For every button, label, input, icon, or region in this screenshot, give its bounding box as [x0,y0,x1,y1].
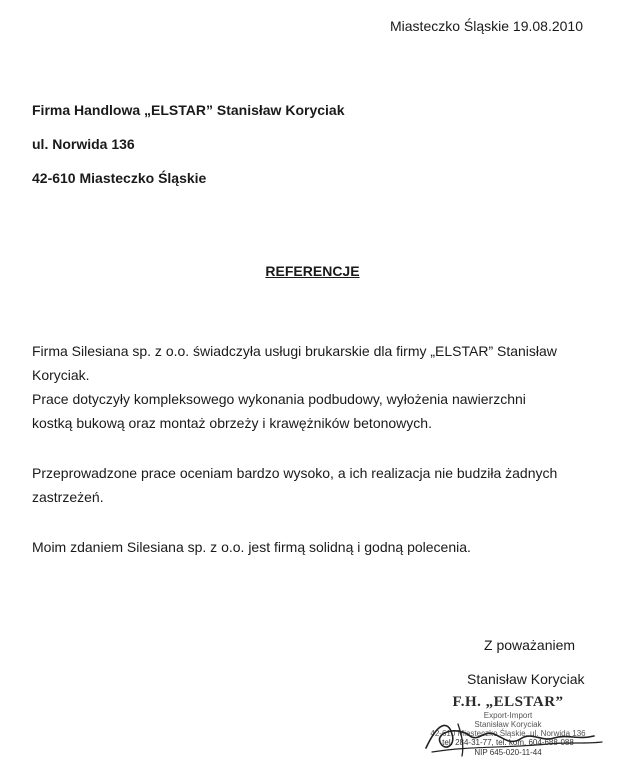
stamp-owner: Stanisław Koryciak [474,720,542,729]
addressee-city: 42-610 Miasteczko Śląskie [32,170,207,186]
addressee-street: ul. Norwida 136 [32,136,135,152]
stamp-address: 42-610 Miasteczko Śląskie, ul. Norwida 136 [430,729,586,738]
body-line: Koryciak. [32,367,90,383]
body-line: Firma Silesiana sp. z o.o. świadczyła usługi brukarskie dla firmy „ELSTAR” Stanisław [32,343,557,359]
stamp-company-name: F.H. „ELSTAR” [452,694,564,710]
body-line: zastrzeżeń. [32,489,104,505]
company-stamp [418,694,598,768]
body-line: Prace dotyczyły kompleksowego wykonania podbudowy, wyłożenia nawierzchni [32,391,526,407]
letter-title: REFERENCJE [265,263,360,279]
body-line: kostką bukową oraz montaż obrzeży i krawężników betonowych. [32,415,432,431]
letter-body [32,339,592,559]
stamp-subtitle: Export-Import [483,711,533,720]
addressee-block [32,103,344,205]
date-line: Miasteczko Śląskie 19.08.2010 [390,18,583,34]
closing-greeting: Z poważaniem [484,637,576,653]
addressee-company: Firma Handlowa „ELSTAR” Stanisław Koryciak [32,102,345,118]
stamp-nip: NIP 645-020-11-44 [474,748,542,757]
signer-name: Stanisław Koryciak [467,671,585,687]
paragraph-gap [32,509,592,535]
stamp-phone: tel. 284-31-77, tel. kom. 604-688-088 [442,738,574,747]
body-line: Przeprowadzone prace oceniam bardzo wysoko, a ich realizacja nie budziła żadnych [32,465,558,481]
paragraph-gap [32,435,592,461]
body-line: Moim zdaniem Silesiana sp. z o.o. jest firmą solidną i godną polecenia. [32,539,471,555]
